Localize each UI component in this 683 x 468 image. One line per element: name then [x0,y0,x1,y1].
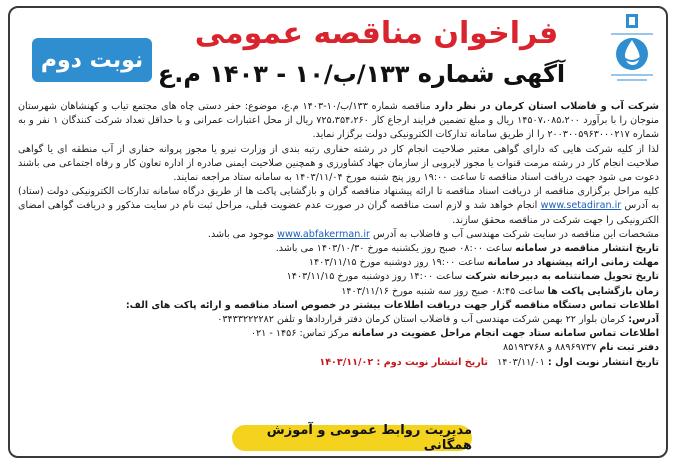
notice-number: آگهی شماره ۱۳۳/ب/۱۰ - ۱۴۰۳ م.ع [157,60,566,88]
abfa-kerman-logo-icon [603,12,661,84]
page-title: فراخوان مناقصه عمومی [194,16,559,51]
round-badge: نوبت دوم [32,38,152,82]
abfa-link[interactable]: www.abfakerman.ir [277,228,370,240]
setad-link[interactable]: www.setadiran.ir [540,200,622,212]
registration-line: دفتر ثبت نام ۸۸۹۶۹۷۳۷ و ۸۵۱۹۳۷۶۸ [503,342,659,354]
date-deadline: مهلت زمانی ارائه پیشنهاد در سامانه ساعت ۱۹:۰۰ روز دوشنبه مورخ ۱۴۰۳/۱۱/۱۵ [308,257,659,269]
date-opening: زمان بازگشایی پاکت ها ساعت ۰۸:۴۵ صبح روز سه شنبه مورخ ۱۴۰۳/۱۱/۱۶ [341,285,659,297]
support-line: اطلاعات تماس سامانه ستاد جهت انجام مراحل عضویت در سامانه مرکز تماس: ۱۴۵۶ - ۰۲۱ [250,328,659,340]
intro-paragraph: شرکت آب و فاضلاب استان کرمان در نظر دارد مناقصه شماره ۱۳۳/ب/۱۰-۱۴۰۳ م.ع، موضوع: حفر دستی چاه های مجتمع تیاب و کهنشاهان شهرستان منوجان را با برآورد ۱۴۵۰۷،۰۸۵،۲۰۰ ریال و مبلغ تضمین فرایند ارجاع کار ۷۲۵،۳۵۴،۲۶۰ ریال از محل اعتبارات عمرانی و با حداقل تعداد شرکت کنندگان ۱ نفر و به شماره ۲۰۰۳۰۰۵۹۶۳۰۰۰۲۱۷ را از طریق سامانه تدارکات الکترونیکی دولت برگزار نماید. [18,101,659,141]
date-publish: تاریخ انتشار مناقصه در سامانه ساعت ۰۸:۰۰ صبح روز یکشنبه مورخ ۱۴۰۳/۱۰/۳۰ می باشد. [275,243,659,255]
eligibility-paragraph: لذا از کلیه شرکت هایی که دارای گواهی معتبر صلاحیت انجام کار در رشته حفاری رتبه بندی از وزارت نیرو یا مجوز پروانه حفاری از آب منطقه ای یا گواهی صلاحیت انجام کار در رشته مرمت قنوات یا مجوز لایروبی از سازمان جهاد کشاورزی و همچنین صلاحیت ایمنی صادره از اداره تعاون کار و رفاه اجتماعی می باشند دعوت می شود جهت دریافت اسناد مناقصه تا ساعت ۱۹:۰۰ روز پنج شنبه مورخ ۱۴۰۳/۱۱/۰۴ به سامانه ستاد مراجعه نمایند. [18,143,659,184]
footer-department: مدیریت روابط عمومی و آموزش همگانی [232,425,472,451]
date-guarantee: تاریخ تحویل ضمانتنامه به دبیرخانه شرکت ساعت ۱۴:۰۰ روز دوشنبه مورخ ۱۴۰۳/۱۱/۱۵ [286,271,659,283]
publication-dates: تاریخ انتشار نوبت اول : ۱۴۰۳/۱۱/۰۱ تاریخ انتشار نوبت دوم : ۱۴۰۳/۱۱/۰۲ [319,356,659,368]
details-paragraph: مشخصات این مناقصه در سایت شرکت مهندسی آب و فاضلاب به آدرس www.abfakerman.ir موجود می باشد. [207,228,659,240]
address-line: آدرس: کرمان بلوار ۲۲ بهمن شرکت مهندسی آب و فاضلاب استان کرمان دفتر قراردادها و تلفن ۰۳۴۳۳۲۲۲۲۸۲ [217,314,659,326]
notice-body [18,100,659,418]
process-paragraph: کلیه مراحل برگزاری مناقصه از دریافت اسناد مناقصه تا ارائه پیشنهاد مناقصه گران و بازگشایی پاکت ها از طریق درگاه سامانه تدارکات الکترونیکی دولت (ستاد) به آدرس www.setadiran.ir انجام خواهد شد و لازم است مناقصه گران در صورت عدم عضویت قبلی، مراحل ثبت نام در سایت مذکور و دریافت گواهی امضای الکترونیکی را جهت شرکت در مناقصه محقق سازند. [18,186,659,226]
contact-heading: اطلاعات تماس دستگاه مناقصه گزار جهت دریافت اطلاعات بیشتر در خصوص اسناد مناقصه و ارائه پاکت های الف: [125,299,659,311]
